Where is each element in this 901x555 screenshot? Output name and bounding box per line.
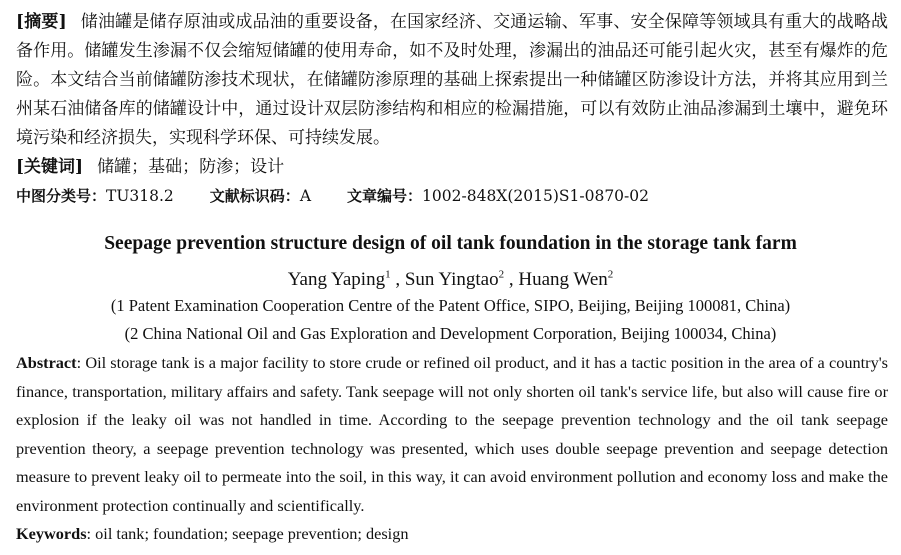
class-number-label: 中图分类号： xyxy=(16,187,107,205)
chinese-keywords-text: 储罐；基础；防渗；设计 xyxy=(97,157,285,177)
article-number-value: 1002-848X(2015)S1-0870-02 xyxy=(422,187,649,205)
chinese-keywords xyxy=(16,153,888,182)
english-authors xyxy=(0,261,901,294)
author-2: Sun Yingtao$^2$ , xyxy=(404,269,519,291)
english-keywords-text: oil tank; foundation; seepage prevention; design xyxy=(95,524,409,543)
document-code-value: A xyxy=(299,187,312,205)
author-3: Huang Wen$^2$ xyxy=(518,269,614,291)
affiliation-2: (2 China National Oil and Gas Exploration and Development Corporation, Beijing 100034, China) xyxy=(124,324,777,343)
english-abstract-label: Abstract xyxy=(16,353,77,372)
classification-line xyxy=(16,182,888,210)
article-number-label: 文章编号： xyxy=(347,187,423,205)
chinese-keywords-label: [关键词] xyxy=(16,157,84,177)
english-keywords: Keywords: oil tank; foundation; seepage prevention; design xyxy=(16,524,409,543)
affiliation-1: (1 Patent Examination Cooperation Centre of the Patent Office, SIPO, Beijing, Beijing 100081, China) xyxy=(110,296,791,315)
chinese-abstract-label: [摘要] xyxy=(16,12,67,32)
english-abstract-text: Oil storage tank is a major facility to store crude or refined oil product, and it has a tactic position in the area of a country's finance, transportation, military affairs and safety. Tank seepage will not only shorten oil tank's service life, but also will cause fire or explosion if the leaky oil was not handled in time. According to the seepage prevention technology and the oil tank seepage prevention theory, a seepage prevention technology was presented, which uses double seepage prevention and seepage detection measure to prevent leaky oil to permeate into the soil, in this way, it can avoid environment pollution and economy loss and make the environment protection continually and scientifically. xyxy=(16,353,888,515)
chinese-abstract-text: 储油罐是储存原油或成品油的重要设备，在国家经济、交通运输、军事、安全保障等领域具有重大的战略战备作用。储罐发生渗漏不仅会缩短储罐的使用寿命，如不及时处理，渗漏出的油品还可能引起火灾，甚至有爆炸的危险。本文结合当前储罐防渗技术现状，在储罐防渗原理的基础上探索提出一种储罐区防渗设计方法，并将其应用到兰州某石油储备库的储罐设计中，通过设计双层防渗结构和相应的检漏措施，可以有效防止油品渗漏到土壤中，避免环境污染和经济损失，实现科学环保、可持续发展。 xyxy=(16,12,888,148)
english-title: Seepage prevention structure design of oil tank foundation in the storage tank farm xyxy=(104,233,797,254)
class-number-value: TU318.2 xyxy=(106,187,174,205)
english-abstract: Abstract: Oil storage tank is a major facility to store crude or refined oil product, and it has a tactic position in the area of a country's finance, transportation, military affairs and safety. Tank seepage will not only shorten oil tank's service life, but also will cause fire or explosion if the leaky oil was not handled in time. According to the seepage prevention technology and the oil tank seepage prevention theory, a seepage prevention technology was presented, which uses double seepage prevention and seepage detection measure to prevent leaky oil to permeate into the soil, in this way, it can avoid environment pollution and economy loss and make the environment protection continually and scientifically. xyxy=(16,353,888,515)
document-code-label: 文献标识码： xyxy=(209,187,300,205)
author-1: Yang Yaping$^1$ , xyxy=(287,269,405,291)
english-keywords-label: Keywords xyxy=(16,524,87,543)
chinese-abstract xyxy=(16,8,888,153)
chinese-abstract-block xyxy=(16,8,888,210)
